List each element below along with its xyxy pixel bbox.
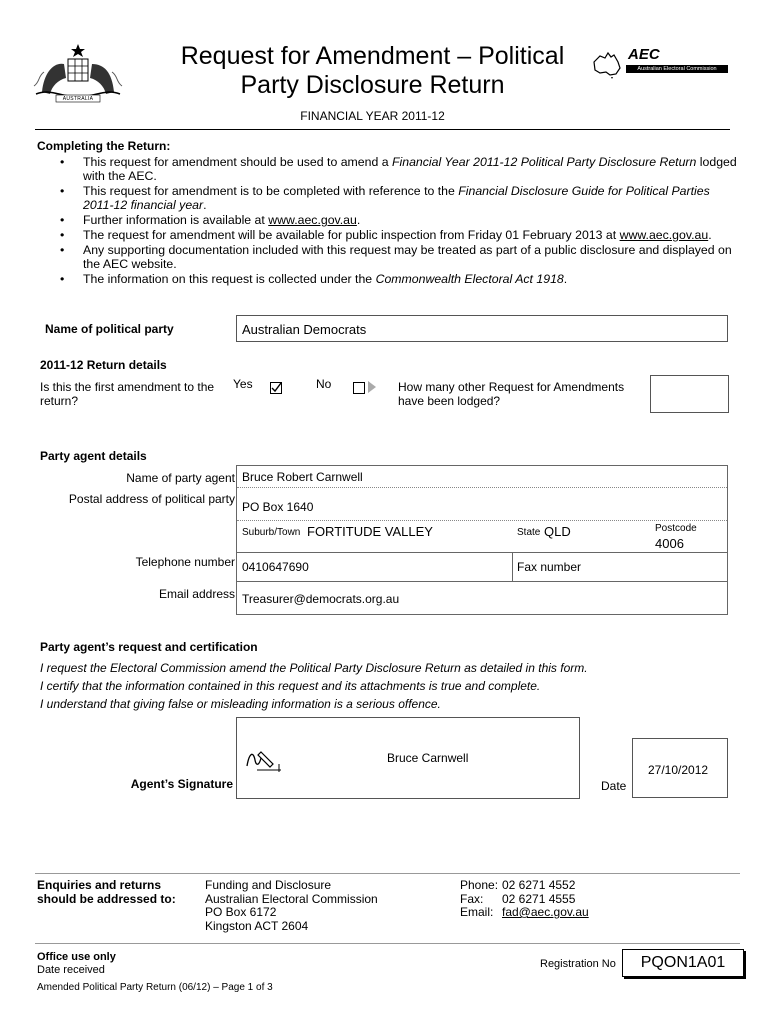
- registration-field: [622, 949, 744, 977]
- other-amendments-field[interactable]: [650, 375, 729, 413]
- aec-logo: [590, 48, 730, 82]
- state-label: State: [517, 527, 541, 538]
- aec-email-label: Email:: [460, 905, 494, 919]
- australia-map-icon: [590, 48, 624, 82]
- email-value: Treasurer@democrats.org.au: [242, 592, 400, 606]
- signature-name: Bruce Carnwell: [387, 751, 469, 765]
- list-item: • Any supporting documentation included with this request may be treated as part of a public disclosure and displayed on the AEC website.: [37, 243, 737, 271]
- date-label: Date: [601, 779, 627, 793]
- office-divider: [35, 943, 740, 944]
- certification-line-2: I certify that the information contained in this request and its attachments is true and complete.: [40, 679, 541, 693]
- footer-divider: [35, 873, 740, 874]
- checkmark-icon: [271, 383, 281, 393]
- aec-logo-subtext: Australian Electoral Commission: [626, 65, 728, 73]
- fax-label: Fax number: [517, 560, 582, 574]
- page-title: [150, 42, 595, 100]
- enquiries-label: Enquiries and returns should be addressed to:: [37, 878, 176, 906]
- date-field[interactable]: [632, 738, 728, 798]
- aec-phone-label: Phone:: [460, 878, 499, 892]
- agent-name-label: Name of party agent: [126, 471, 235, 485]
- agent-details-heading: Party agent details: [40, 449, 147, 463]
- telephone-value: 0410647690: [242, 560, 309, 574]
- title-line-2: Party Disclosure Return: [240, 71, 505, 99]
- aec-phone-value: 02 6271 4552: [502, 878, 576, 892]
- telephone-label: Telephone number: [135, 555, 235, 569]
- coat-of-arms-crest: [32, 42, 124, 104]
- aec-website-link[interactable]: www.aec.gov.au: [268, 213, 357, 227]
- postal-address-value: PO Box 1640: [242, 500, 314, 514]
- party-name-value: Australian Democrats: [242, 322, 367, 337]
- agent-name-field[interactable]: [237, 466, 727, 488]
- completing-list: [37, 155, 737, 287]
- office-use-label: Office use only: [37, 951, 116, 963]
- list-item: • The request for amendment will be available for public inspection from Friday 01 February 2013 at www.aec.gov.au.: [37, 228, 737, 242]
- list-item: • This request for amendment is to be completed with reference to the Financial Disclosure Guide for Political Parties 2011-12 financial year.: [37, 184, 737, 212]
- list-item: • Further information is available at www.aec.gov.au.: [37, 213, 737, 227]
- party-name-label: Name of political party: [45, 322, 174, 336]
- date-value: 27/10/2012: [648, 763, 709, 777]
- no-label: No: [316, 377, 332, 391]
- aec-contact-details: [460, 879, 589, 920]
- date-received-label: Date received: [37, 964, 105, 976]
- page-footer: Amended Political Party Return (06/12) – Page 1 of 3: [37, 982, 273, 993]
- certification-heading: Party agent’s request and certification: [40, 640, 258, 654]
- fax-field[interactable]: [513, 553, 727, 582]
- signature-pen-icon: [243, 744, 283, 774]
- first-amendment-question: Is this the first amendment to the return?: [40, 380, 215, 408]
- agent-name-value: Bruce Robert Carnwell: [242, 470, 363, 484]
- financial-year: FINANCIAL YEAR 2011-12: [300, 109, 445, 123]
- no-checkbox[interactable]: [353, 382, 365, 394]
- header-divider: [35, 129, 730, 130]
- yes-checkbox[interactable]: [270, 382, 282, 394]
- postal-address-field[interactable]: [237, 488, 727, 521]
- registration-label: Registration No: [540, 958, 616, 970]
- aec-email-link[interactable]: fad@aec.gov.au: [502, 905, 589, 919]
- other-amendments-question: How many other Request for Amendments have been lodged?: [398, 380, 625, 408]
- telephone-field[interactable]: [237, 553, 513, 582]
- list-item: • The information on this request is collected under the Commonwealth Electoral Act 1918.: [37, 272, 737, 286]
- aec-logo-text: AEC: [628, 46, 660, 63]
- postal-address-label: Postal address of political party: [68, 492, 235, 506]
- suburb-label: Suburb/Town: [242, 527, 301, 538]
- suburb-value[interactable]: FORTITUDE VALLEY: [307, 524, 433, 539]
- return-details-heading: 2011-12 Return details: [40, 358, 167, 372]
- signature-label: Agent’s Signature: [130, 777, 233, 791]
- email-label: Email address: [158, 587, 235, 601]
- registration-value: PQON1A01: [640, 954, 726, 971]
- certification-line-1: I request the Electoral Commission amend the Political Party Disclosure Return as detailed in this form.: [40, 661, 588, 675]
- aec-fax-label: Fax:: [460, 891, 484, 906]
- email-field[interactable]: [237, 582, 727, 613]
- aec-fax-value: 02 6271 4555: [502, 891, 576, 906]
- aec-postal-address: Funding and Disclosure Australian Electoral Commission PO Box 6172 Kingston ACT 2604: [205, 878, 378, 933]
- title-line-1: Request for Amendment – Political: [180, 42, 565, 70]
- signature-field[interactable]: [236, 717, 580, 799]
- suburb-row: [237, 521, 727, 553]
- list-item: • This request for amendment should be used to amend a Financial Year 2011-12 Political Party Disclosure Return lodged with the AEC.: [37, 155, 737, 183]
- completing-heading: Completing the Return:: [37, 139, 171, 153]
- postcode-label: Postcode: [655, 523, 697, 534]
- state-value[interactable]: QLD: [544, 524, 571, 539]
- certification-line-3: I understand that giving false or misleading information is a serious offence.: [40, 697, 441, 711]
- yes-label: Yes: [233, 377, 253, 391]
- party-name-field[interactable]: [236, 315, 728, 342]
- arrow-right-icon: [368, 381, 376, 393]
- postcode-value[interactable]: 4006: [655, 536, 684, 551]
- aec-website-link[interactable]: www.aec.gov.au: [619, 228, 709, 242]
- crest-motto-label: AUSTRALIA: [62, 96, 94, 102]
